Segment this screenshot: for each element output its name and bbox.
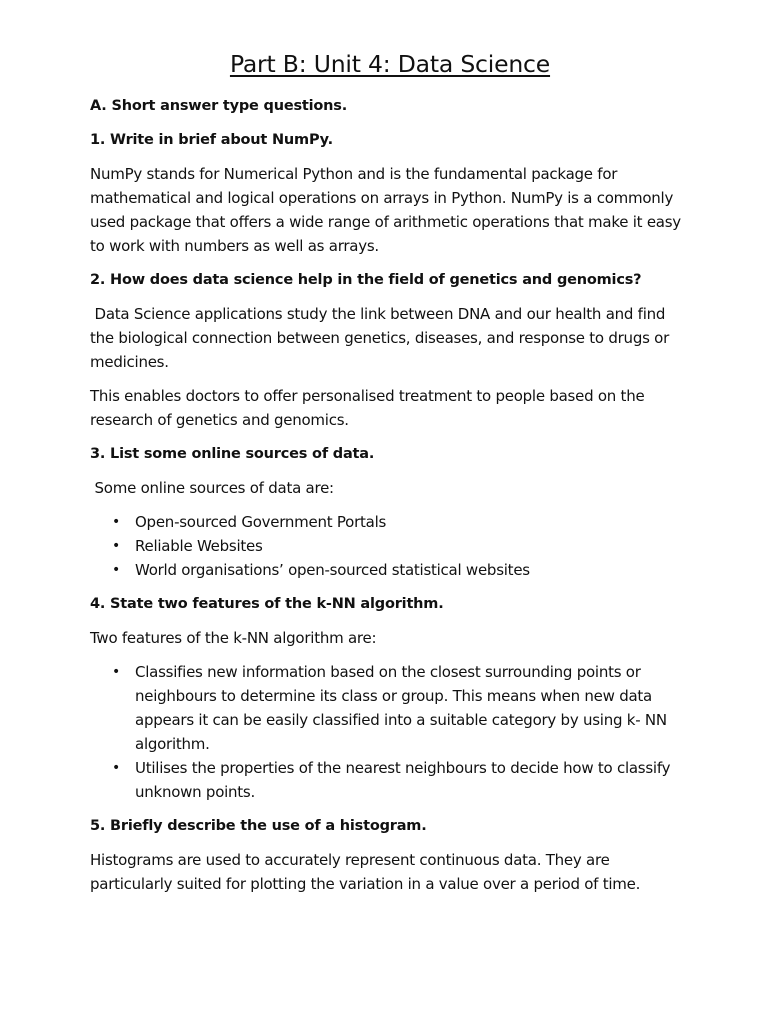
bullet-icon: • bbox=[112, 760, 121, 776]
list-item bbox=[90, 510, 690, 534]
list-item-text: Reliable Websites bbox=[135, 537, 263, 555]
bullet-icon: • bbox=[112, 562, 121, 578]
bullet-icon: • bbox=[112, 664, 121, 680]
answer-5: Histograms are used to accurately represent continuous data. They are particularly suited for plotting the variation in a value over a period of time. bbox=[90, 851, 641, 893]
section-heading: A. Short answer type questions. bbox=[90, 98, 348, 114]
question-1: 1. Write in brief about NumPy. bbox=[90, 132, 333, 148]
document-body bbox=[90, 48, 690, 906]
list-item-text: Open-sourced Government Portals bbox=[135, 513, 387, 531]
bullet-icon: • bbox=[112, 514, 121, 530]
question-2: 2. How does data science help in the field of genetics and genomics? bbox=[90, 272, 642, 288]
answer-2-paragraph-1: Data Science applications study the link between DNA and our health and find the biological connection between genetics, diseases, and response to drugs or medicines. bbox=[90, 305, 674, 371]
question-4: 4. State two features of the k-NN algorithm. bbox=[90, 596, 444, 612]
answer-3-intro: Some online sources of data are: bbox=[90, 479, 334, 497]
answer-4-intro: Two features of the k-NN algorithm are: bbox=[90, 629, 377, 647]
question-5: 5. Briefly describe the use of a histogram. bbox=[90, 818, 427, 834]
list-item bbox=[90, 534, 690, 558]
list-item-text: World organisations’ open-sourced statistical websites bbox=[135, 561, 530, 579]
list-item bbox=[90, 558, 690, 582]
list-item-text: Classifies new information based on the closest surrounding points or neighbours to determine its class or group. This means when new data appears it can be easily classified into a suitable category by using k- NN algorithm. bbox=[135, 663, 667, 753]
list-item bbox=[90, 756, 690, 804]
list-item-text: Utilises the properties of the nearest neighbours to decide how to classify unknown points. bbox=[135, 759, 671, 801]
answer-1: NumPy stands for Numerical Python and is the fundamental package for mathematical and logical operations on arrays in Python. NumPy is a commonly used package that offers a wide range of arithmetic operations that make it easy to work with numbers as well as arrays. bbox=[90, 165, 681, 255]
list-item bbox=[90, 660, 690, 756]
page-title: Part B: Unit 4: Data Science bbox=[229, 50, 551, 78]
bullet-icon: • bbox=[112, 538, 121, 554]
question-3: 3. List some online sources of data. bbox=[90, 446, 375, 462]
knn-features-list bbox=[90, 660, 690, 804]
answer-2-paragraph-2: This enables doctors to offer personalised treatment to people based on the research of genetics and genomics. bbox=[90, 387, 645, 429]
online-sources-list bbox=[90, 510, 690, 582]
